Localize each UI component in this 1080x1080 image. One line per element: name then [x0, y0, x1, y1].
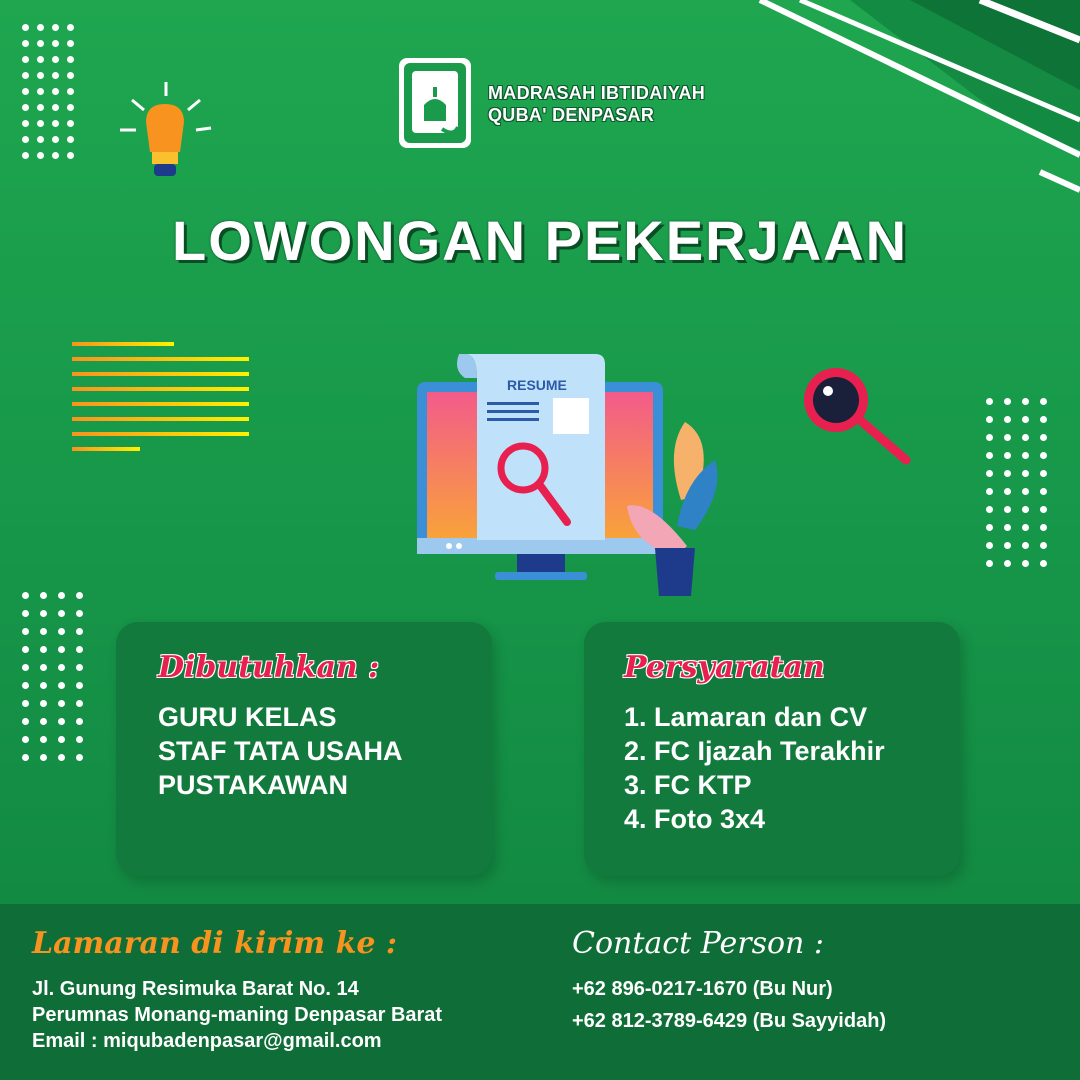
requirement-item: 4. Foto 3x4 — [624, 804, 766, 834]
decorative-lines — [72, 340, 252, 455]
magnifier-icon — [796, 362, 914, 468]
resume-computer-illustration — [415, 350, 725, 600]
address-line2: Perumnas Monang-maning Denpasar Barat — [32, 1004, 443, 1026]
school-name — [488, 82, 705, 126]
requirements-title: Persyaratan — [624, 650, 825, 685]
needed-title: Dibutuhkan : — [158, 650, 380, 685]
footer — [0, 904, 1080, 1080]
needed-list — [158, 700, 402, 802]
email-text: Email : miqubadenpasar@gmail.com — [32, 1030, 382, 1052]
requirements-list — [624, 700, 885, 836]
phone-2: +62 812-3789-6429 (Bu Sayyidah) — [572, 1010, 887, 1032]
requirement-item: 3. FC KTP — [624, 770, 752, 800]
requirement-item: 1. Lamaran dan CV — [624, 702, 868, 732]
dot-grid-top-left — [22, 24, 74, 159]
contact-details — [572, 976, 886, 1034]
needed-panel — [116, 622, 492, 876]
school-name-line2: QUBA' DENPASAR — [488, 105, 655, 125]
requirements-panel — [584, 622, 960, 876]
dot-grid-left — [22, 592, 83, 761]
corner-stripes — [700, 0, 1080, 200]
school-name-line1: MADRASAH IBTIDAIYAH — [488, 83, 706, 103]
needed-item: PUSTAKAWAN — [158, 770, 349, 800]
requirement-item: 2. FC Ijazah Terakhir — [624, 736, 885, 766]
contact-title: Contact Person : — [572, 926, 825, 961]
lightbulb-icon — [118, 82, 213, 182]
dot-grid-right — [986, 398, 1047, 567]
needed-item: STAF TATA USAHA — [158, 736, 403, 766]
phone-1: +62 896-0217-1670 (Bu Nur) — [572, 978, 833, 1000]
send-to-title: Lamaran di kirim ke : — [32, 926, 397, 961]
school-logo — [398, 57, 472, 149]
send-to-details — [32, 976, 442, 1054]
page-title: LOWONGAN PEKERJAAN — [171, 209, 909, 272]
address-line1: Jl. Gunung Resimuka Barat No. 14 — [32, 978, 359, 1000]
needed-item: GURU KELAS — [158, 702, 337, 732]
resume-label: RESUME — [507, 377, 567, 393]
